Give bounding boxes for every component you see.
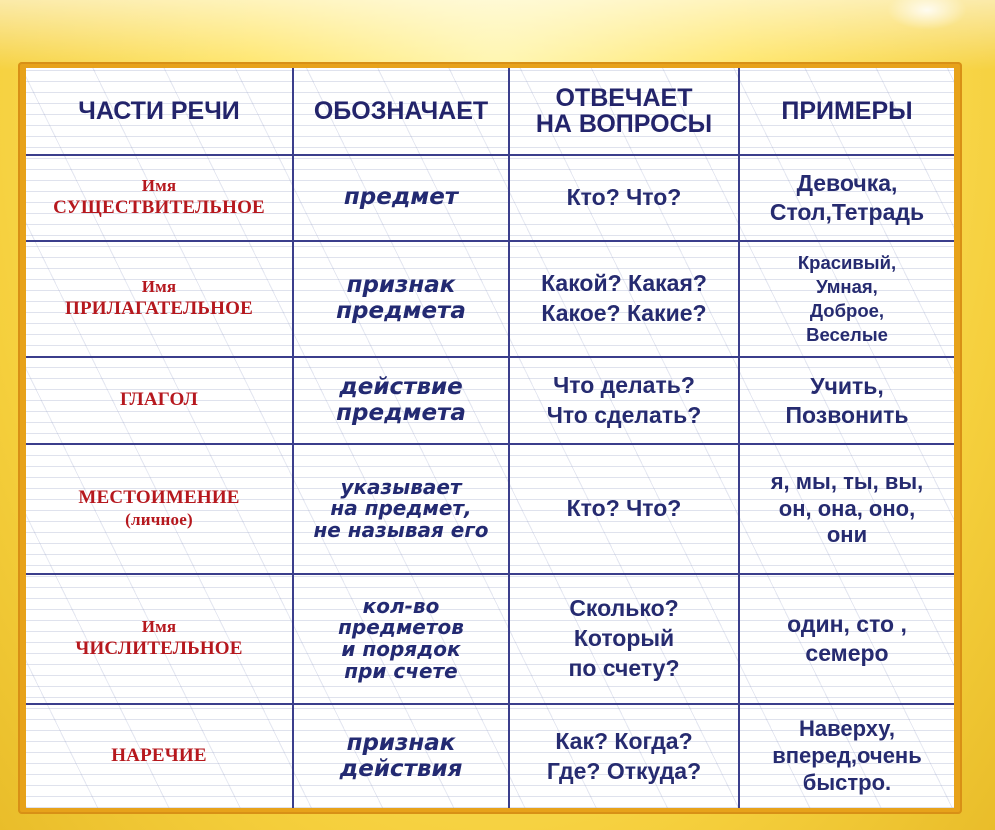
poster-background-sheen bbox=[0, 0, 995, 70]
row-numeral-questions bbox=[510, 575, 740, 705]
meaning-line: предметов bbox=[338, 615, 464, 640]
example-line: Веселые bbox=[806, 324, 888, 346]
question-line: Кто? Что? bbox=[566, 495, 682, 522]
row-verb-examples bbox=[740, 358, 954, 445]
row-noun-meaning bbox=[294, 156, 510, 242]
row-adjective-questions bbox=[510, 242, 740, 358]
part-line: Имя bbox=[141, 617, 177, 637]
header-examples-label: ПРИМЕРЫ bbox=[781, 96, 913, 125]
header-denotes bbox=[294, 68, 510, 156]
example-line: семеро bbox=[805, 640, 889, 666]
row-pronoun-examples bbox=[740, 445, 954, 575]
meaning-line: не называя его bbox=[313, 517, 489, 542]
question-line: Который bbox=[573, 625, 675, 652]
example-line: он, она, оно, bbox=[778, 495, 916, 521]
row-noun-examples bbox=[740, 156, 954, 242]
question-line: Что делать? bbox=[553, 371, 695, 398]
header-parts-of-speech bbox=[26, 68, 294, 156]
header-questions-line1: ОТВЕЧАЕТ bbox=[555, 83, 693, 112]
row-adjective-examples bbox=[740, 242, 954, 358]
meaning-line: действия bbox=[339, 755, 463, 782]
part-line: (личное) bbox=[125, 510, 193, 530]
example-line: я, мы, ты, вы, bbox=[770, 468, 924, 494]
part-line: ЧИСЛИТЕЛЬНОЕ bbox=[75, 637, 243, 659]
row-verb-meaning bbox=[294, 358, 510, 445]
meaning-line: предмет bbox=[343, 184, 459, 211]
part-line: ПРИЛАГАТЕЛЬНОЕ bbox=[65, 297, 253, 319]
question-line: Где? Откуда? bbox=[546, 757, 702, 784]
meaning-line: при счете bbox=[344, 658, 458, 683]
meaning-line: предмета bbox=[336, 399, 466, 426]
row-adjective-part bbox=[26, 242, 294, 358]
row-adverb-questions bbox=[510, 705, 740, 808]
question-line: Кто? Что? bbox=[566, 184, 682, 211]
header-examples bbox=[740, 68, 954, 156]
part-line: Имя bbox=[141, 176, 177, 196]
meaning-line: на предмет, bbox=[330, 496, 472, 521]
example-line: вперед,очень bbox=[772, 743, 922, 769]
row-adjective-meaning bbox=[294, 242, 510, 358]
row-pronoun-questions bbox=[510, 445, 740, 575]
meaning-line: указывает bbox=[340, 474, 462, 499]
part-line: Имя bbox=[141, 277, 177, 297]
example-line: они bbox=[826, 522, 868, 548]
row-verb-questions bbox=[510, 358, 740, 445]
example-line: Учить, bbox=[810, 372, 884, 399]
meaning-line: признак bbox=[346, 272, 456, 299]
example-line: Умная, bbox=[816, 275, 878, 297]
example-line: Девочка, bbox=[796, 170, 898, 197]
example-line: быстро. bbox=[802, 769, 892, 795]
example-line: один, сто , bbox=[787, 611, 907, 638]
part-line: СУЩЕСТВИТЕЛЬНОЕ bbox=[53, 196, 265, 218]
meaning-line: действие bbox=[339, 373, 463, 400]
question-line: Какой? Какая? bbox=[541, 270, 707, 297]
question-line: Какое? Какие? bbox=[541, 300, 707, 326]
row-adverb-part bbox=[26, 705, 294, 808]
example-line: Стол,Тетрадь bbox=[769, 199, 925, 225]
meaning-line: и порядок bbox=[341, 637, 461, 661]
poster-glare bbox=[887, 0, 967, 30]
example-line: Красивый, bbox=[797, 251, 897, 273]
part-line: ГЛАГОЛ bbox=[120, 389, 198, 411]
header-denotes-label: ОБОЗНАЧАЕТ bbox=[313, 96, 489, 125]
parts-of-speech-table bbox=[26, 68, 954, 808]
meaning-line: предмета bbox=[336, 298, 466, 324]
part-line: НАРЕЧИЕ bbox=[111, 745, 207, 767]
header-parts-of-speech-label: ЧАСТИ РЕЧИ bbox=[78, 96, 240, 125]
row-numeral-examples bbox=[740, 575, 954, 705]
row-noun-questions bbox=[510, 156, 740, 242]
row-adverb-examples bbox=[740, 705, 954, 808]
example-line: Наверху, bbox=[799, 716, 895, 742]
question-line: Что сделать? bbox=[546, 401, 702, 428]
row-numeral-part bbox=[26, 575, 294, 705]
row-pronoun-meaning bbox=[294, 445, 510, 575]
part-line: МЕСТОИМЕНИЕ bbox=[78, 487, 240, 509]
row-pronoun-part bbox=[26, 445, 294, 575]
question-line: по счету? bbox=[568, 654, 680, 681]
header-questions-line2: НА ВОПРОСЫ bbox=[535, 110, 713, 138]
example-line: Доброе, bbox=[809, 300, 885, 321]
meaning-line: кол-во bbox=[362, 593, 440, 618]
example-line: Позвонить bbox=[785, 401, 909, 428]
header-questions bbox=[510, 68, 740, 156]
question-line: Как? Когда? bbox=[555, 727, 693, 754]
question-line: Сколько? bbox=[569, 595, 679, 622]
row-verb-part bbox=[26, 358, 294, 445]
row-adverb-meaning bbox=[294, 705, 510, 808]
meaning-line: признак bbox=[346, 729, 456, 756]
row-numeral-meaning bbox=[294, 575, 510, 705]
row-noun-part bbox=[26, 156, 294, 242]
